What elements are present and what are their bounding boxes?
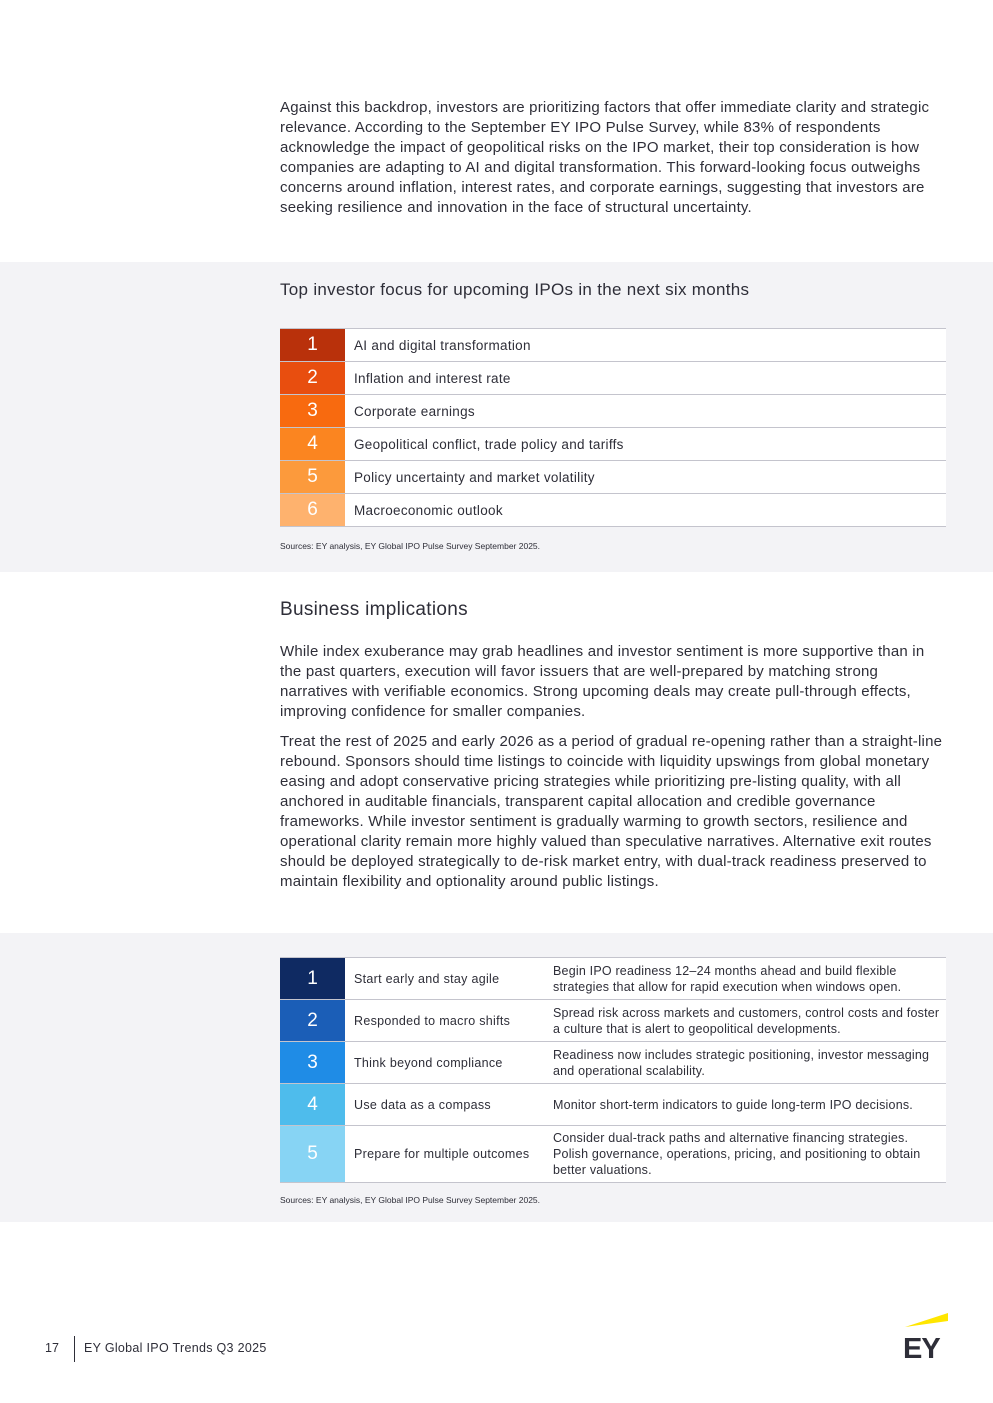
rank-badge: 4 <box>280 428 345 460</box>
implication-title: Prepare for multiple outcomes <box>354 1147 530 1161</box>
business-implications-heading: Business implications <box>280 599 468 620</box>
business-implications-paragraph-1: While index exuberance may grab headlines and investor sentiment is more supportive than in the past quarters, execution will favor issuers that are well-prepared by matching strong narratives with verifiable economics. Strong upcoming deals may create pull-through effects, improving confidence for smaller companies. <box>280 643 925 720</box>
implication-row-2 <box>280 1000 946 1042</box>
focus-row-3 <box>280 395 946 428</box>
implication-title: Think beyond compliance <box>354 1055 503 1070</box>
business-implications-paragraph-2: Treat the rest of 2025 and early 2026 as a period of gradual re-opening rather than a straight-line rebound. Sponsors should time listings to coincide with liquidity upswings from global monetary easing and adopt conservative pricing strategies while prioritizing pre-listing quality, with all anchored in auditable financials, transparent capital allocation and credible governance frameworks. While investor sentiment is gradually warming to growth sectors, resilience and operational clarity remain more highly valued than speculative narratives. Alternative exit routes should be deployed strategically to de-risk market entry, with dual-track readiness preserved to maintain flexibility and optionality around public listings. <box>280 733 943 890</box>
ey-logo-text: EY <box>903 1333 940 1360</box>
rank-badge: 4 <box>280 1084 345 1125</box>
intro-paragraph: Against this backdrop, investors are prioritizing factors that offer immediate clarity and strategic relevance. According to the September EY IPO Pulse Survey, while 83% of respondents acknowledge the impact of geopolitical risks on the IPO market, their top consideration is how companies are adapting to AI and digital transformation. This forward-looking focus outweighs concerns around inflation, interest rates, and corporate earnings, suggesting that investors are seeking resilience and innovation in the face of structural uncertainty. <box>280 99 930 216</box>
rank-badge: 6 <box>280 494 345 526</box>
page-number: 17 <box>45 1341 59 1355</box>
focus-row-6 <box>280 494 946 527</box>
investor-focus-source: Sources: EY analysis, EY Global IPO Pulse Survey September 2025. <box>280 541 541 551</box>
implication-description: Consider dual-track paths and alternative financing strategies. Polish governance, operations, pricing, and positioning to obtain better valuations. <box>553 1131 921 1177</box>
focus-label: Geopolitical conflict, trade policy and tariffs <box>354 436 624 452</box>
implication-description: Begin IPO readiness 12–24 months ahead and build flexible strategies that allow for rapid execution when windows open. <box>553 963 902 994</box>
implication-title: Responded to macro shifts <box>354 1013 511 1028</box>
focus-label: Inflation and interest rate <box>354 370 511 386</box>
implication-title: Use data as a compass <box>354 1097 491 1112</box>
implication-title: Start early and stay agile <box>354 971 500 986</box>
implication-row-1 <box>280 958 946 1000</box>
focus-row-5 <box>280 461 946 494</box>
rank-badge: 3 <box>280 1042 345 1083</box>
focus-row-4 <box>280 428 946 461</box>
implication-description: Monitor short-term indicators to guide long-term IPO decisions. <box>553 1097 913 1112</box>
rank-badge: 2 <box>280 1000 345 1041</box>
rank-badge: 5 <box>280 461 345 493</box>
focus-label: Policy uncertainty and market volatility <box>354 469 595 485</box>
implication-description: Readiness now includes strategic positioning, investor messaging and operational scalability. <box>553 1047 930 1078</box>
investor-focus-title: Top investor focus for upcoming IPOs in the next six months <box>280 280 750 299</box>
implication-row-3 <box>280 1042 946 1084</box>
ey-logo-beam <box>905 1313 948 1327</box>
implication-row-4 <box>280 1084 946 1126</box>
implications-source: Sources: EY analysis, EY Global IPO Pulse Survey September 2025. <box>280 1195 541 1205</box>
rank-badge: 1 <box>280 329 345 361</box>
rank-badge: 1 <box>280 958 345 999</box>
footer-report-title: EY Global IPO Trends Q3 2025 <box>84 1341 267 1355</box>
implications-table <box>280 957 946 1183</box>
implication-row-5 <box>280 1126 946 1183</box>
rank-badge: 2 <box>280 362 345 394</box>
focus-row-2 <box>280 362 946 395</box>
focus-label: AI and digital transformation <box>354 337 531 353</box>
rank-badge: 5 <box>280 1126 345 1182</box>
ey-logo <box>902 1312 950 1360</box>
rank-badge: 3 <box>280 395 345 427</box>
focus-row-1 <box>280 329 946 362</box>
focus-label: Macroeconomic outlook <box>354 502 503 518</box>
investor-focus-table <box>280 328 946 527</box>
footer-divider <box>74 1336 75 1362</box>
implication-description: Spread risk across markets and customers, control costs and foster a culture that is alert to geopolitical developments. <box>553 1005 940 1036</box>
focus-label: Corporate earnings <box>354 403 475 419</box>
